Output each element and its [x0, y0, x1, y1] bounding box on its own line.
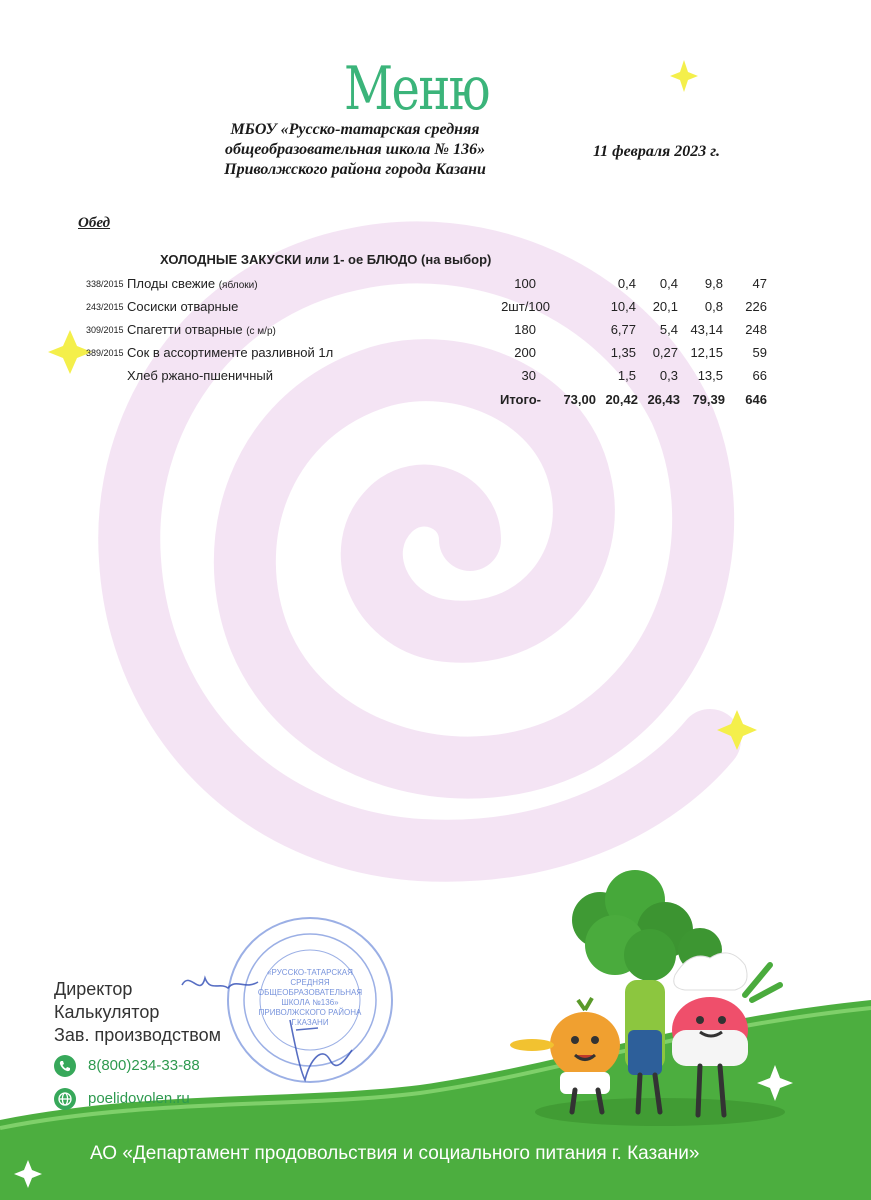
- recipe-code: 338/2015: [86, 279, 124, 289]
- dish-name: Сок в ассортименте разливной 1л: [127, 345, 334, 360]
- recipe-code: 243/2015: [86, 302, 124, 312]
- website-link[interactable]: poelidovolen.ru: [88, 1089, 190, 1107]
- table-row: [0, 368, 871, 390]
- kcal-value: 248: [745, 322, 767, 337]
- stamp-line: Г.КАЗАНИ: [291, 1018, 329, 1027]
- dish-name-text: Плоды свежие: [127, 276, 216, 291]
- fat-value: 5,4: [659, 322, 678, 337]
- totals-row: [0, 392, 871, 414]
- section-heading: ХОЛОДНЫЕ ЗАКУСКИ или 1- ое БЛЮДО (на выбор): [160, 252, 492, 267]
- globe-icon: [54, 1088, 76, 1110]
- fat-value: 0,4: [659, 276, 678, 291]
- signature-block: [54, 978, 221, 1047]
- portion-weight: 30: [521, 368, 536, 383]
- kcal-value: 47: [752, 276, 767, 291]
- protein-value: 6,77: [610, 322, 636, 337]
- carbs-value: 43,14: [690, 322, 723, 337]
- recipe-code: 309/2015: [86, 325, 124, 335]
- portion-weight: 180: [514, 322, 536, 337]
- production-label: Зав. производством: [54, 1025, 221, 1045]
- portion-weight: 100: [514, 276, 536, 291]
- total-protein: 20,42: [605, 392, 638, 407]
- table-row: [0, 345, 871, 367]
- phone-contact: [54, 1055, 200, 1077]
- total-kcal: 646: [745, 392, 767, 407]
- table-row: [0, 322, 871, 344]
- fat-value: 0,27: [652, 345, 678, 360]
- fat-value: 0,3: [659, 368, 678, 383]
- school-line: МБОУ «Русско-татарская средняя: [230, 121, 480, 138]
- protein-value: 0,4: [617, 276, 636, 291]
- school-name: [200, 120, 510, 180]
- calculator-label: Калькулятор: [54, 1002, 160, 1022]
- protein-value: 1,35: [610, 345, 636, 360]
- phone-number: 8(800)234-33-88: [88, 1056, 200, 1074]
- stamp-line: СРЕДНЯЯ: [290, 978, 330, 987]
- school-line: Приволжского района города Казани: [224, 161, 486, 178]
- stamp-text: [250, 968, 370, 1028]
- director-label: Директор: [54, 979, 133, 999]
- menu-date: 11 февраля 2023 г.: [593, 143, 720, 160]
- stamp-line: ПРИВОЛЖСКОГО РАЙОНА: [258, 1008, 362, 1017]
- carbs-value: 13,5: [697, 368, 723, 383]
- dish-note: (яблоки): [218, 280, 258, 291]
- phone-icon: [54, 1055, 76, 1077]
- page-title: Меню: [344, 54, 489, 124]
- dish-name: Сосиски отварные: [127, 299, 239, 314]
- dish-name-text: Спагетти отварные: [127, 322, 243, 337]
- carbs-value: 9,8: [704, 276, 723, 291]
- table-row: [0, 299, 871, 321]
- protein-value: 10,4: [610, 299, 636, 314]
- school-line: общеобразовательная школа № 136»: [224, 141, 486, 158]
- dish-note: (с м/р): [246, 326, 276, 337]
- stamp-line: «РУССКО-ТАТАРСКАЯ: [267, 968, 353, 977]
- stamp-line: ШКОЛА №136»: [281, 998, 339, 1007]
- total-price: 73,00: [563, 392, 596, 407]
- kcal-value: 59: [752, 345, 767, 360]
- kcal-value: 66: [752, 368, 767, 383]
- total-fat: 26,43: [647, 392, 680, 407]
- carbs-value: 12,15: [690, 345, 723, 360]
- stamp-line: ОБЩЕОБРАЗОВАТЕЛЬНАЯ: [257, 988, 363, 997]
- total-carbs: 79,39: [692, 392, 725, 407]
- portion-weight: 2шт/100: [501, 299, 550, 314]
- protein-value: 1,5: [617, 368, 636, 383]
- footer-organization: АО «Департамент продовольствия и социального питания г. Казани»: [90, 1143, 700, 1164]
- portion-weight: 200: [514, 345, 536, 360]
- meal-heading: Обед: [78, 215, 111, 231]
- carbs-value: 0,8: [704, 299, 723, 314]
- kcal-value: 226: [745, 299, 767, 314]
- totals-label: Итого-: [500, 392, 541, 407]
- table-row: [0, 276, 871, 298]
- website-contact: [54, 1088, 190, 1110]
- dish-name: [127, 276, 258, 291]
- dish-name: [127, 322, 276, 337]
- fat-value: 20,1: [652, 299, 678, 314]
- recipe-code: 389/2015: [86, 348, 124, 358]
- dish-name: Хлеб ржано-пшеничный: [127, 368, 273, 383]
